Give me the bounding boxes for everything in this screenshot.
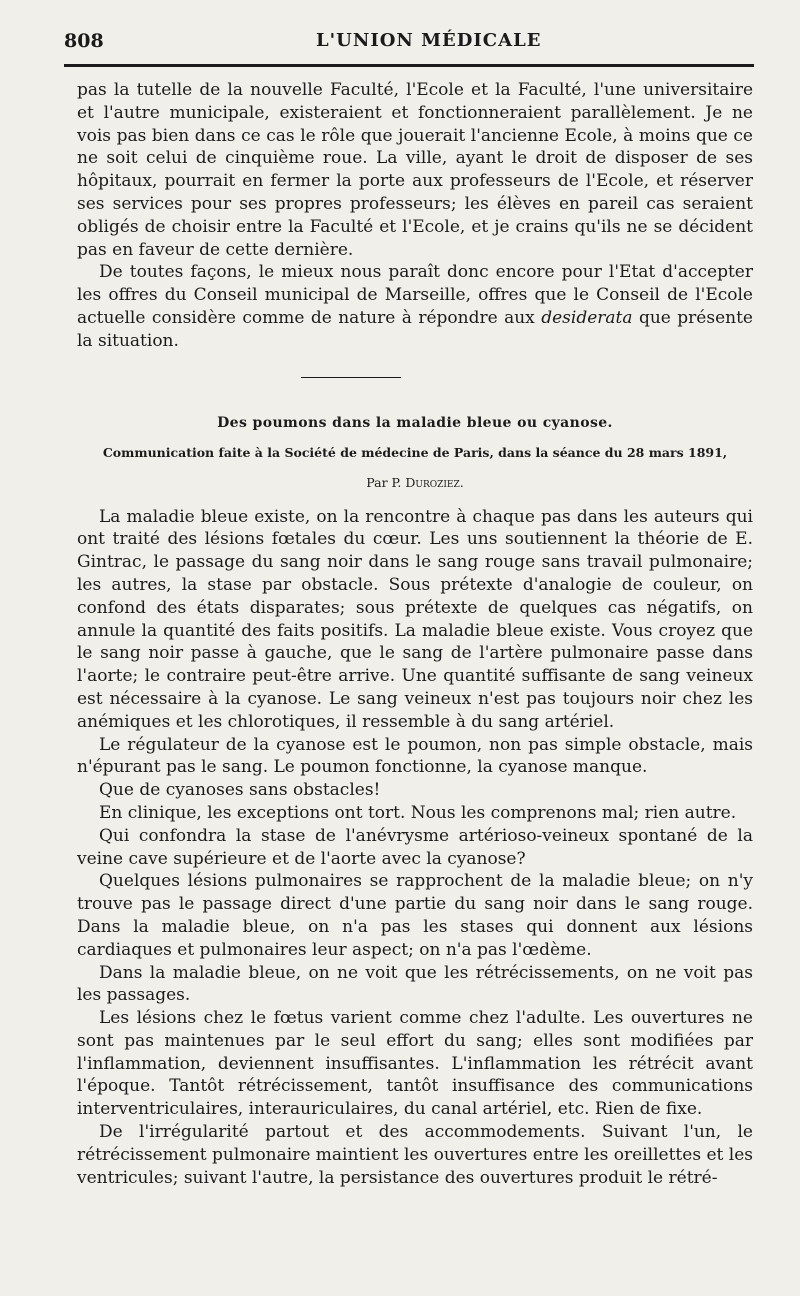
section-separator bbox=[301, 377, 401, 378]
author-name: Duroziez. bbox=[405, 474, 464, 490]
article-author bbox=[77, 474, 753, 492]
body-paragraph: Dans la maladie bleue, on ne voit que les rétrécissements, on ne voit pas les passages. bbox=[77, 962, 753, 1006]
article-title: Des poumons dans la maladie bleue ou cyanose. bbox=[217, 414, 613, 431]
body-paragraph: La maladie bleue existe, on la rencontre à chaque pas dans les auteurs qui ont traité des lésions fœtales du cœur. Les uns soutiennent la théorie de E. Gintrac, le passage du sang noir dans le sang rouge sans travail pulmonaire; les autres, la stase par obstacle. Sous prétexte d'analogie de couleur, on confond des états disparates; sous prétexte de quelques cas négatifs, on annule la quantité des faits positifs. La maladie bleue existe. Vous croyez que le sang noir passe à gauche, que le sang de l'artère pulmonaire passe dans l'aorte; le contraire peut-être arrive. Une quantité suffisante de sang veineux est nécessaire à la cyanose. Le sang veineux n'est pas toujours noir chez les anémiques et les chlorotiques, il ressemble à du sang artériel. bbox=[77, 506, 753, 732]
body-paragraph: En clinique, les exceptions ont tort. Nous les comprenons mal; rien autre. bbox=[99, 802, 737, 823]
body-paragraph: Que de cyanoses sans obstacles! bbox=[99, 780, 381, 801]
intro-paragraph bbox=[77, 261, 753, 352]
body-paragraph: Les lésions chez le fœtus varient comme chez l'adulte. Les ouvertures ne sont pas maintenues par le seul effort du sang; elles sont modifiées par l'inflammation, deviennent insuffisantes. L'inflammation les rétrécit avant l'époque. Tantôt rétrécissement, tantôt insuffisance des communications interventriculaires, interauriculaires, du canal artériel, etc. Rien de fixe. bbox=[77, 1008, 753, 1120]
header-rule bbox=[64, 64, 754, 67]
body-paragraph: De l'irrégularité partout et des accommodements. Suivant l'un, le rétrécissement pulmonaire maintient les ouvertures entre les oreillettes et les ventricules; suivant l'autre, la persistance des ouvertures produit le rétré- bbox=[77, 1122, 753, 1188]
article-subtitle: Communication faite à la Société de médecine de Paris, dans la séance du 28 mars 1891, bbox=[102, 444, 728, 460]
para2-after: que présente la situation. bbox=[77, 307, 753, 351]
journal-title: L'UNION MÉDICALE bbox=[316, 30, 542, 51]
body-paragraph: Le régulateur de la cyanose est le poumon, non pas simple obstacle, mais n'épurant pas le sang. Le poumon fonctionne, la cyanose manque. bbox=[77, 734, 753, 778]
body-paragraph: Quelques lésions pulmonaires se rapprochent de la maladie bleue; on n'y trouve pas le passage direct d'une partie du sang noir dans le sang rouge. Dans la maladie bleue, on n'a pas les stases qui donnent aux lésions cardiaques et pulmonaires leur aspect; on n'a pas l'œdème. bbox=[77, 871, 753, 960]
author-prefix: Par P. bbox=[366, 474, 406, 490]
page-number: 808 bbox=[64, 30, 104, 52]
body-paragraph: Qui confondra la stase de l'anévrysme artérioso-veineux spontané de la veine cave supérieure et de l'aorte avec la cyanose? bbox=[77, 825, 753, 869]
intro-paragraph: pas la tutelle de la nouvelle Faculté, l'Ecole et la Faculté, l'une universitaire et l'autre municipale, existeraient et fonctionneraient parallèlement. Je ne vois pas bien dans ce cas le rôle que jouerait l'ancienne Ecole, à moins que ce ne soit celui de cinquième roue. La ville, ayant le droit de disposer de ses hôpitaux, pourrait en fermer la porte aux professeurs de l'Ecole, et réserver ses services pour ses propres professeurs; les élèves en pareil cas seraient obligés de choisir entre la Faculté et l'Ecole, et je crains qu'ils ne se décident pas en faveur de cette dernière. bbox=[77, 80, 753, 260]
page-header bbox=[64, 30, 754, 58]
desiderata-emphasis: desiderata bbox=[541, 307, 633, 328]
para2-before: De toutes façons, le mieux nous paraît donc encore pour l'Etat d'accepter les offres du Conseil municipal de Marseille, offres que le Conseil de l'Ecole actuelle considère comme de nature à répondre aux bbox=[77, 262, 753, 328]
page-text bbox=[77, 79, 753, 1189]
